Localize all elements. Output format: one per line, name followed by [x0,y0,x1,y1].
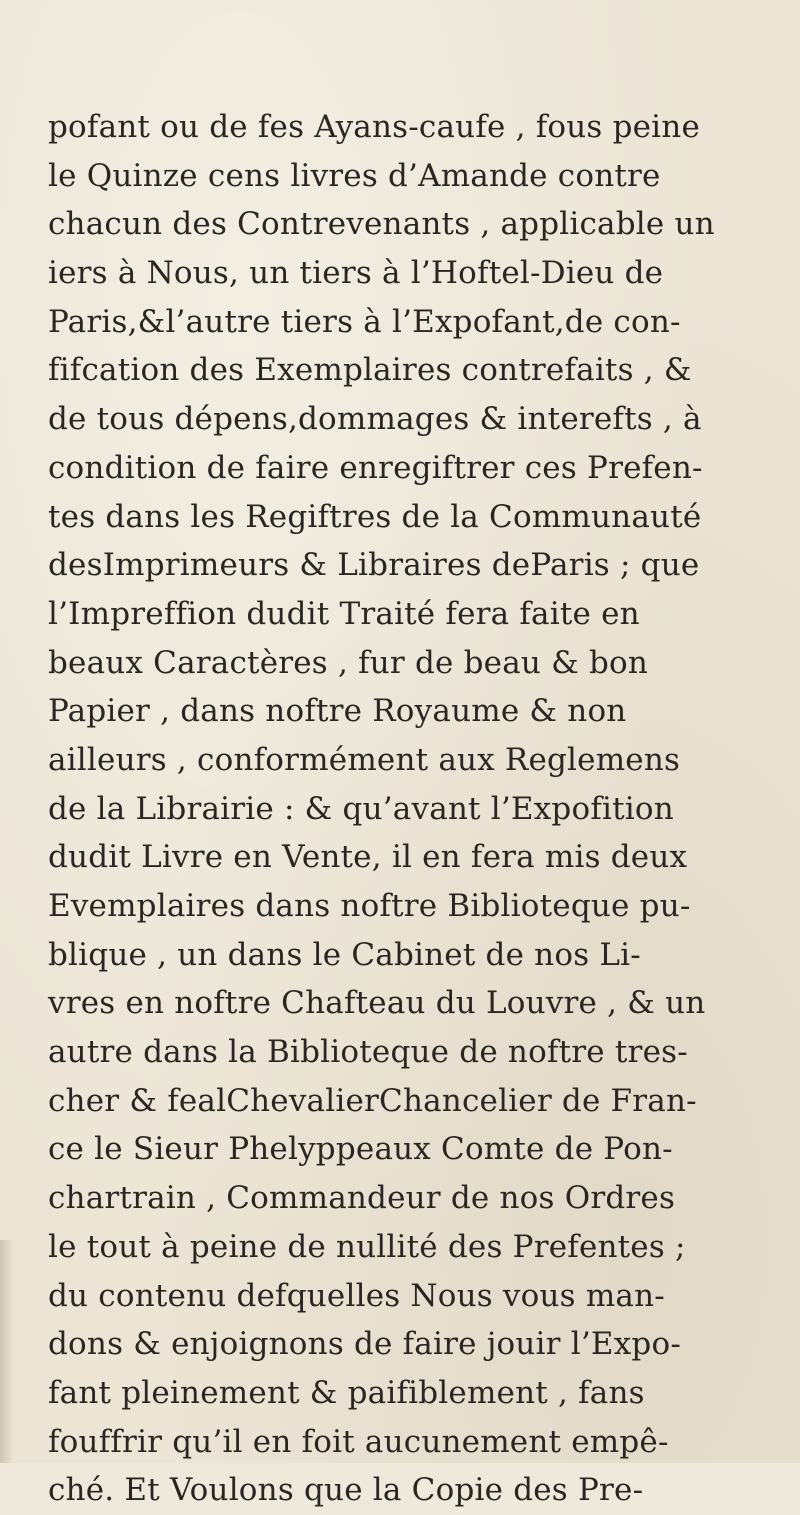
text-line: blique , un dans le Cabinet de nos Li- [48,936,641,973]
text-line: fant pleinement & paifiblement , fans [48,1374,645,1411]
page-text-block [48,103,758,1515]
text-line: ché. Et Voulons que la Copie des Pre- [48,1472,644,1509]
text-line: autre dans la Biblioteque de noftre tres- [48,1034,688,1071]
page-edge-shadow [0,1240,14,1463]
text-line: du contenu defquelles Nous vous man- [48,1277,665,1314]
text-line: l’Impreffion dudit Traité fera faite en [48,595,640,632]
text-line: fifcation des Exemplaires contrefaits , & [48,352,692,389]
text-line: chartrain , Commandeur de nos Ordres [48,1180,676,1217]
text-line: ailleurs , conformément aux Reglemens [48,741,681,778]
text-line: vres en noftre Chafteau du Louvre , & un [48,985,706,1022]
text-line: Evemplaires dans noftre Biblioteque pu- [48,888,691,924]
text-line: fouffrir qu’il en foit aucunement empê- [48,1423,669,1460]
text-line: chacun des Contrevenants , applicable un [48,206,715,243]
text-line: Papier , dans noftre Royaume & non [48,693,627,730]
text-line: dudit Livre en Vente, il en fera mis deux [48,839,688,876]
text-line: dons & enjoignons de faire jouir l’Expo- [48,1326,682,1363]
text-line: beaux Caractères , fur de beau & bon [48,644,649,681]
text-line: ce le Sieur Phelyppeaux Comte de Pon- [48,1131,673,1168]
text-line: iers à Nous, un tiers à l’Hoftel-Dieu de [48,255,664,292]
text-line: le tout à peine de nullité des Prefentes ; [48,1228,686,1265]
text-line: de la Librairie : & qu’avant l’Expofition [48,790,674,827]
text-line: pofant ou de fes Ayans-caufe , fous peine [48,109,700,145]
text-line: cher & fealChevalierChancelier de Fran- [48,1082,697,1119]
text-line: Paris,&l’autre tiers à l’Expofant,de con- [48,303,681,340]
text-line: de tous dépens,dommages & interefts , à [48,401,702,438]
text-line: tes dans les Regiftres de la Communauté [48,498,702,535]
text-line: condition de faire enregiftrer ces Prefen- [48,449,703,486]
text-line: le Quinze cens livres d’Amande contre [48,157,661,194]
text-line: desImprimeurs & Libraires deParis ; que [48,547,700,584]
